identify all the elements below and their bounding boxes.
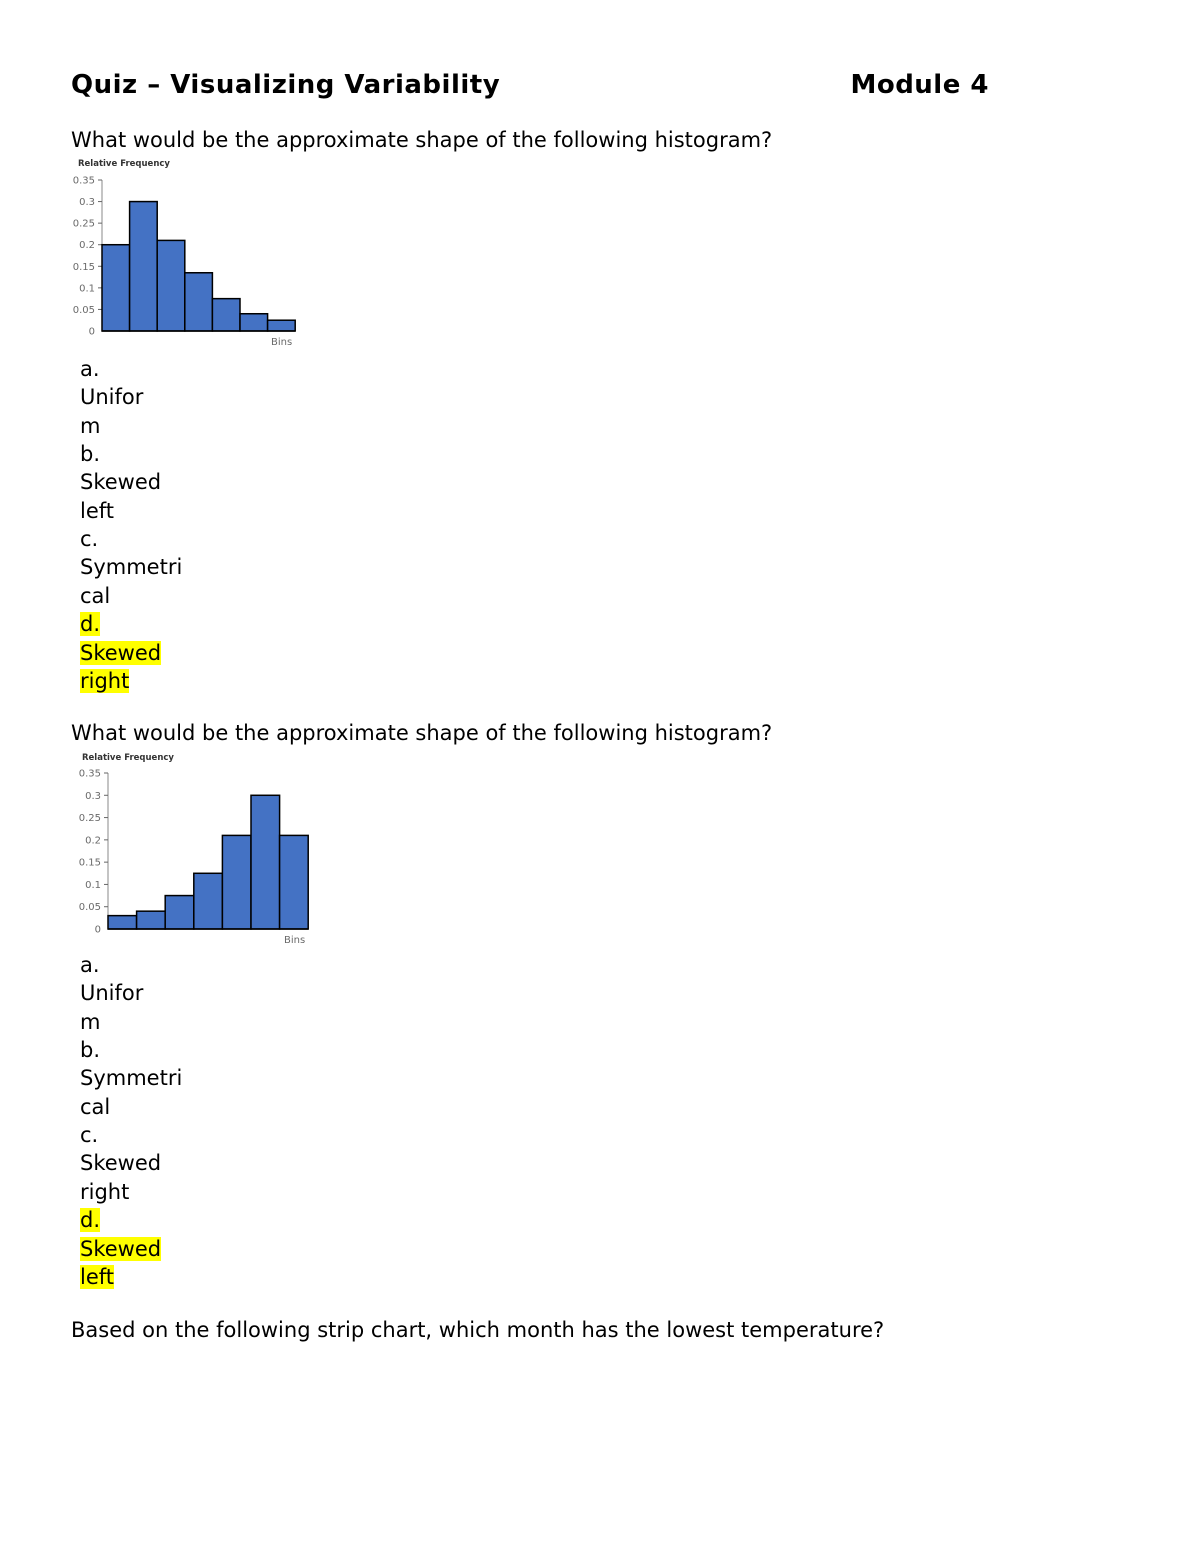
y-axis-label: Relative Frequency	[78, 159, 170, 169]
page-title: Quiz – Visualizing Variability	[71, 70, 501, 100]
histogram-bar	[212, 299, 240, 331]
y-tick-label: 0.3	[85, 790, 101, 802]
question-1-prompt: What would be the approximate shape of the following histogram?	[71, 128, 773, 152]
option-text-line: Skewed	[80, 1236, 162, 1261]
option-text-line: Symmetri	[80, 555, 183, 580]
option-letter: c.	[80, 527, 99, 552]
option-letter: a.	[80, 357, 100, 381]
y-axis-label: Relative Frequency	[82, 753, 174, 763]
y-tick-label: 0.1	[85, 879, 101, 891]
option-text-line: Skewed	[80, 640, 162, 665]
histogram-1	[74, 157, 304, 347]
module-label: Module 4	[850, 70, 989, 100]
y-tick-label: 0.25	[78, 813, 101, 825]
option-text-line: Unifor	[80, 385, 144, 410]
histogram-bar	[240, 314, 268, 331]
option-d	[80, 610, 200, 695]
histogram-svg	[78, 751, 313, 946]
option-letter: b.	[80, 1038, 101, 1063]
x-axis-label: Bins	[284, 935, 306, 946]
option-text-line: left	[80, 498, 115, 523]
histogram-bar	[108, 916, 137, 929]
option-letter: a.	[80, 953, 100, 977]
histogram-bar	[268, 320, 296, 331]
x-axis-label: Bins	[271, 337, 293, 348]
option-text-line: Unifor	[80, 981, 144, 1006]
option-a	[80, 355, 200, 440]
y-tick-label: 0	[88, 326, 95, 338]
histogram-bar	[185, 273, 213, 331]
y-tick-label: 0.2	[79, 240, 95, 252]
option-text-line: Skewed	[80, 470, 162, 495]
histogram-2	[78, 751, 313, 946]
histogram-bar	[222, 835, 251, 929]
question-3-prompt: Based on the following strip chart, which month has the lowest temperature?	[71, 1318, 885, 1342]
option-text-line: m	[80, 413, 101, 438]
option-a	[80, 951, 200, 1036]
option-letter: d.	[80, 612, 101, 637]
question-2-prompt: What would be the approximate shape of the following histogram?	[71, 721, 773, 745]
option-c	[80, 1121, 200, 1206]
y-tick-label: 0.3	[79, 197, 95, 209]
option-text-line: right	[80, 668, 130, 693]
y-tick-label: 0.2	[85, 835, 101, 847]
question-1-options	[80, 355, 200, 695]
option-b	[80, 440, 200, 525]
histogram-bar	[102, 245, 130, 331]
y-tick-label: 0.25	[72, 218, 95, 230]
option-text-line: left	[80, 1264, 115, 1289]
option-d	[80, 1206, 200, 1291]
option-text-line: cal	[80, 1094, 111, 1119]
histogram-bar	[280, 835, 309, 929]
y-tick-label: 0.05	[78, 902, 101, 914]
option-letter: c.	[80, 1123, 99, 1148]
y-tick-label: 0.15	[72, 261, 95, 273]
option-text-line: Skewed	[80, 1151, 162, 1176]
y-tick-label: 0.35	[78, 768, 101, 780]
histogram-bar	[130, 202, 158, 331]
question-2-options	[80, 951, 200, 1291]
histogram-svg	[74, 157, 304, 347]
option-letter: d.	[80, 1208, 101, 1233]
y-tick-label: 0.15	[78, 857, 101, 869]
y-tick-label: 0.35	[72, 175, 95, 187]
histogram-bar	[137, 911, 166, 929]
y-tick-label: 0	[94, 924, 101, 936]
header	[71, 70, 991, 104]
histogram-bar	[194, 873, 223, 929]
y-tick-label: 0.05	[72, 304, 95, 316]
histogram-bar	[157, 240, 185, 331]
option-b	[80, 1036, 200, 1121]
option-text-line: Symmetri	[80, 1066, 183, 1091]
y-tick-label: 0.1	[79, 283, 95, 295]
option-text-line: right	[80, 1179, 130, 1204]
histogram-bar	[165, 896, 194, 929]
option-c	[80, 525, 200, 610]
histogram-bar	[251, 795, 280, 929]
option-text-line: cal	[80, 583, 111, 608]
option-letter: b.	[80, 442, 101, 467]
option-text-line: m	[80, 1009, 101, 1034]
